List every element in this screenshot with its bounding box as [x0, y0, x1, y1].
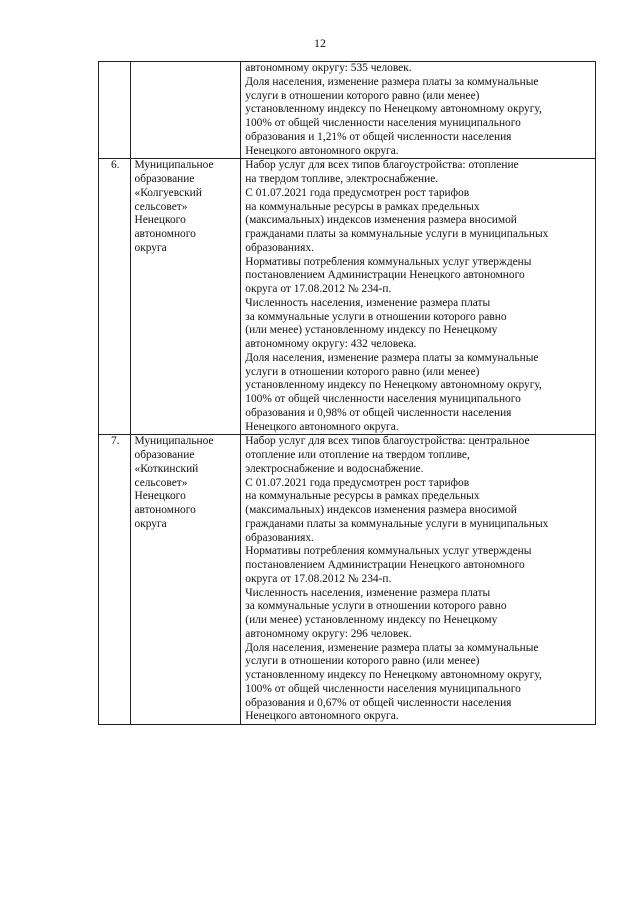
description-line: образованиях.	[245, 531, 314, 544]
description-line: 100% от общей численности населения муниципального	[245, 682, 521, 695]
page-number: 12	[314, 36, 326, 50]
description-line: на коммунальные ресурсы в рамках предельных	[245, 200, 480, 213]
description-line: Нормативы потребления коммунальных услуг утверждены	[245, 255, 532, 268]
description-line: Ненецкого автономного округа.	[245, 710, 399, 723]
description-line: автономному округу: 432 человека.	[245, 338, 417, 350]
municipality-name-line: «Колгуевский	[134, 186, 202, 199]
description-line: Доля населения, изменение размера платы за коммунальные	[245, 641, 539, 654]
municipality-name-cell	[130, 435, 241, 725]
description-line: (максимальных) индексов изменения размера вносимой	[245, 214, 517, 227]
description-line: 100% от общей численности населения муниципального	[245, 393, 521, 405]
municipality-name-line: Ненецкого	[134, 214, 186, 227]
row-number: 6.	[110, 159, 120, 172]
description-line: 100% от общей численности населения муниципального	[245, 117, 521, 129]
description-line: Набор услуг для всех типов благоустройства: центральное	[245, 435, 530, 448]
description-line: образования и 0,98% от общей численности населения	[245, 406, 512, 419]
description-line: на твердом топливе, электроснабжение.	[245, 173, 439, 185]
municipality-name-line: Ненецкого	[134, 490, 186, 503]
row-number-cell	[99, 62, 131, 159]
description-line: электроснабжение и водоснабжение.	[245, 462, 424, 475]
description-line: образования и 1,21% от общей численности населения	[245, 130, 512, 143]
municipality-name-line: сельсовет»	[134, 476, 188, 489]
municipality-name-line: образование	[134, 449, 195, 461]
description-cell	[241, 159, 596, 435]
municipality-name-line: Муниципальное	[134, 435, 214, 448]
municipality-name-line: автономного	[134, 228, 196, 240]
description-line: постановлением Администрации Ненецкого автономного	[245, 269, 525, 282]
municipality-name-line: сельсовет»	[134, 200, 188, 213]
description-line: автономному округу: 535 человек.	[245, 62, 412, 74]
description-line: за коммунальные услуги в отношении которого равно	[245, 600, 507, 613]
description-line: установленному индексу по Ненецкому автономному округу,	[245, 669, 542, 681]
description-line: автономному округу: 296 человек.	[245, 627, 412, 640]
municipality-name-line: округа	[134, 517, 167, 530]
description-line: за коммунальные услуги в отношении которого равно	[245, 310, 507, 323]
municipality-name-line: образование	[134, 173, 195, 185]
municipality-name-cell	[130, 62, 241, 159]
municipality-name-cell	[130, 159, 241, 435]
municipal-services-table	[98, 61, 596, 725]
description-line: гражданами платы за коммунальные услуги в муниципальных	[245, 517, 549, 530]
description-line: Нормативы потребления коммунальных услуг утверждены	[245, 545, 532, 558]
description-line: отопление или отопление на твердом топливе,	[245, 449, 470, 461]
description-line: на коммунальные ресурсы в рамках предельных	[245, 490, 480, 503]
description-line: Ненецкого автономного округа.	[245, 420, 399, 433]
table-row	[99, 435, 596, 725]
row-number-cell	[99, 435, 131, 725]
table-row	[99, 159, 596, 435]
row-number: 7.	[110, 435, 120, 448]
description-line: С 01.07.2021 года предусмотрен рост тарифов	[245, 186, 470, 199]
description-line: услуги в отношении которого равно (или менее)	[245, 89, 480, 102]
description-line: Доля населения, изменение размера платы за коммунальные	[245, 351, 539, 364]
table-row	[99, 62, 596, 159]
row-number-cell	[99, 159, 131, 435]
description-line: образованиях.	[245, 241, 314, 254]
municipality-name-line: Муниципальное	[134, 159, 214, 172]
description-line: установленному индексу по Ненецкому автономному округу,	[245, 379, 542, 392]
description-line: Набор услуг для всех типов благоустройства: отопление	[245, 159, 519, 172]
description-line: округа от 17.08.2012 № 234-п.	[245, 572, 392, 585]
description-line: установленному индексу по Ненецкому автономному округу,	[245, 103, 542, 116]
description-line: (или менее) установленному индексу по Ненецкому	[245, 614, 498, 626]
description-line: гражданами платы за коммунальные услуги в муниципальных	[245, 228, 549, 240]
table-body	[99, 62, 596, 725]
description-line: округа от 17.08.2012 № 234-п.	[245, 283, 392, 295]
description-line: (максимальных) индексов изменения размера вносимой	[245, 504, 517, 516]
description-line: Численность населения, изменение размера платы	[245, 296, 491, 309]
municipality-name-line: округа	[134, 241, 167, 254]
description-line: (или менее) установленному индексу по Ненецкому	[245, 324, 498, 337]
description-line: Ненецкого автономного округа.	[245, 144, 399, 157]
description-line: постановлением Администрации Ненецкого автономного	[245, 559, 525, 571]
description-line: услуги в отношении которого равно (или менее)	[245, 365, 480, 378]
description-line: услуги в отношении которого равно (или менее)	[245, 655, 480, 668]
description-line: Численность населения, изменение размера платы	[245, 586, 491, 599]
description-cell	[241, 62, 596, 159]
description-line: С 01.07.2021 года предусмотрен рост тарифов	[245, 476, 470, 489]
description-line: Доля населения, изменение размера платы за коммунальные	[245, 75, 539, 88]
description-cell	[241, 435, 596, 725]
description-line: образования и 0,67% от общей численности населения	[245, 696, 512, 709]
municipality-name-line: «Коткинский	[134, 462, 199, 475]
municipality-name-line: автономного	[134, 504, 196, 516]
